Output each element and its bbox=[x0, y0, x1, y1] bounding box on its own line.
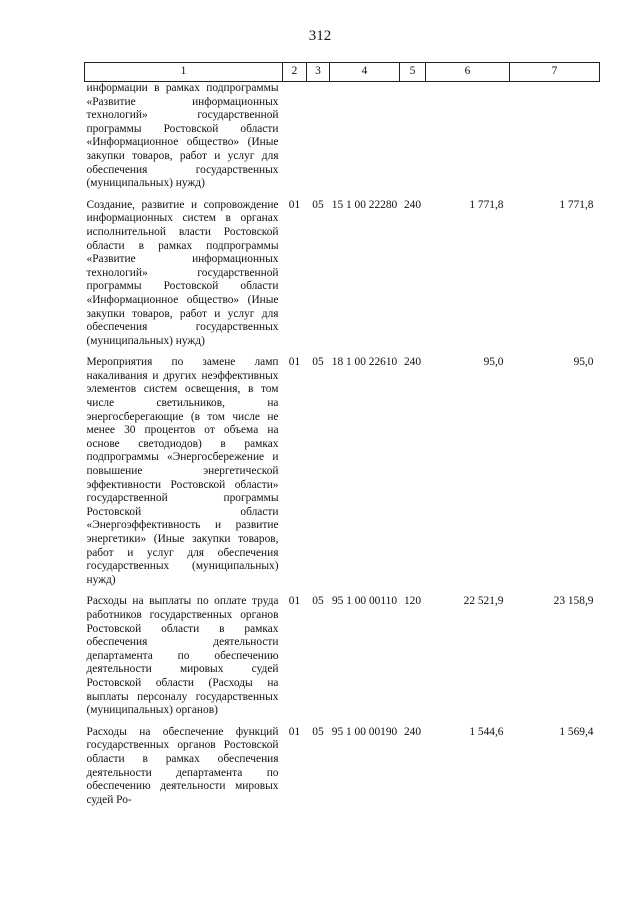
row-amount-col7: 95,0 bbox=[573, 356, 594, 369]
table-row bbox=[85, 354, 600, 593]
row-amount-col7: 1 771,8 bbox=[559, 198, 594, 211]
row-subsection-code: 05 bbox=[312, 725, 324, 738]
row-subsection-code: 05 bbox=[312, 198, 324, 211]
row-amount-col6: 1 544,6 bbox=[469, 725, 504, 738]
row-section-code: 01 bbox=[288, 356, 301, 369]
row-amount-col7 bbox=[510, 82, 600, 197]
row-description: Мероприятия по замене ламп накаливания и других неэффективных элементов систем освещения, в том числе светильников, на энергосберегающие (в том числе не менее 30 процентов от объема на основе светодиодов) в рамках подпрограммы «Энергосбережение и повышение энергетической эффективности Ростовской области» государственной программы Ростовской области «Энергоэффективность и развитие энергетики» (Иные закупки товаров, работ и услуг для обеспечения государственных (муниципальных) нужд) bbox=[86, 356, 279, 586]
row-expense-type: 240 bbox=[403, 725, 422, 738]
row-subsection-code: 05 bbox=[312, 595, 324, 608]
row-target-code: 15 1 00 22280 bbox=[331, 198, 398, 211]
row-target-code: 95 1 00 00190 bbox=[331, 725, 398, 738]
table-row bbox=[85, 593, 600, 723]
row-description: информации в рамках подпрограммы «Развитие информационных технологий» государственной программы Ростовской области «Информационное общество» (Иные закупки товаров, работ и услуг для обеспечения государственных (муниципальных) нужд) bbox=[86, 82, 279, 190]
table-row bbox=[85, 197, 600, 355]
row-subsection-code: 05 bbox=[312, 356, 324, 369]
row-amount-col7: 1 569,4 bbox=[559, 725, 594, 738]
budget-table bbox=[84, 62, 600, 813]
row-amount-col6: 1 771,8 bbox=[469, 198, 504, 211]
row-expense-type: 240 bbox=[403, 198, 422, 211]
row-subsection-code bbox=[307, 82, 330, 197]
column-header-7: 7 bbox=[510, 63, 600, 82]
row-target-code: 18 1 00 22610 bbox=[331, 356, 398, 369]
row-target-code bbox=[330, 82, 400, 197]
column-header-4: 4 bbox=[330, 63, 400, 82]
row-section-code bbox=[283, 82, 307, 197]
row-expense-type bbox=[400, 82, 426, 197]
column-header-2: 2 bbox=[283, 63, 307, 82]
column-header-3: 3 bbox=[307, 63, 330, 82]
row-description: Создание, развитие и сопровождение информационных систем в органах исполнительной власти Ростовской области в рамках подпрограммы «Развитие информационных технологий» государственной программы Ростовской области «Информационное общество» (Иные закупки товаров, работ и услуг для обеспечения государственных (муниципальных) нужд) bbox=[86, 198, 279, 347]
column-header-1: 1 bbox=[85, 63, 283, 82]
row-target-code: 95 1 00 00110 bbox=[331, 595, 398, 608]
row-amount-col6 bbox=[426, 82, 510, 197]
row-expense-type: 240 bbox=[403, 356, 422, 369]
row-description: Расходы на обеспечение функций государственных органов Ростовской области в рамках обеспечения деятельности департамента по обеспечению деятельности мировых судей Ро- bbox=[86, 725, 279, 806]
table-row bbox=[85, 82, 600, 197]
column-header-5: 5 bbox=[400, 63, 426, 82]
row-amount-col7: 23 158,9 bbox=[553, 595, 594, 608]
table-row bbox=[85, 724, 600, 814]
row-section-code: 01 bbox=[288, 725, 301, 738]
table-header bbox=[85, 63, 600, 82]
column-header-6: 6 bbox=[426, 63, 510, 82]
row-amount-col6: 22 521,9 bbox=[463, 595, 504, 608]
row-description: Расходы на выплаты по оплате труда работников государственных органов Ростовской области в рамках обеспечения деятельности департамента по обеспечению деятельности мировых судей Ростовской области (Расходы на выплаты персоналу государственных (муниципальных) органов) bbox=[86, 595, 279, 717]
row-section-code: 01 bbox=[288, 595, 301, 608]
row-amount-col6: 95,0 bbox=[483, 356, 504, 369]
page-number: 312 bbox=[308, 28, 332, 44]
row-expense-type: 120 bbox=[403, 595, 422, 608]
row-section-code: 01 bbox=[288, 198, 301, 211]
